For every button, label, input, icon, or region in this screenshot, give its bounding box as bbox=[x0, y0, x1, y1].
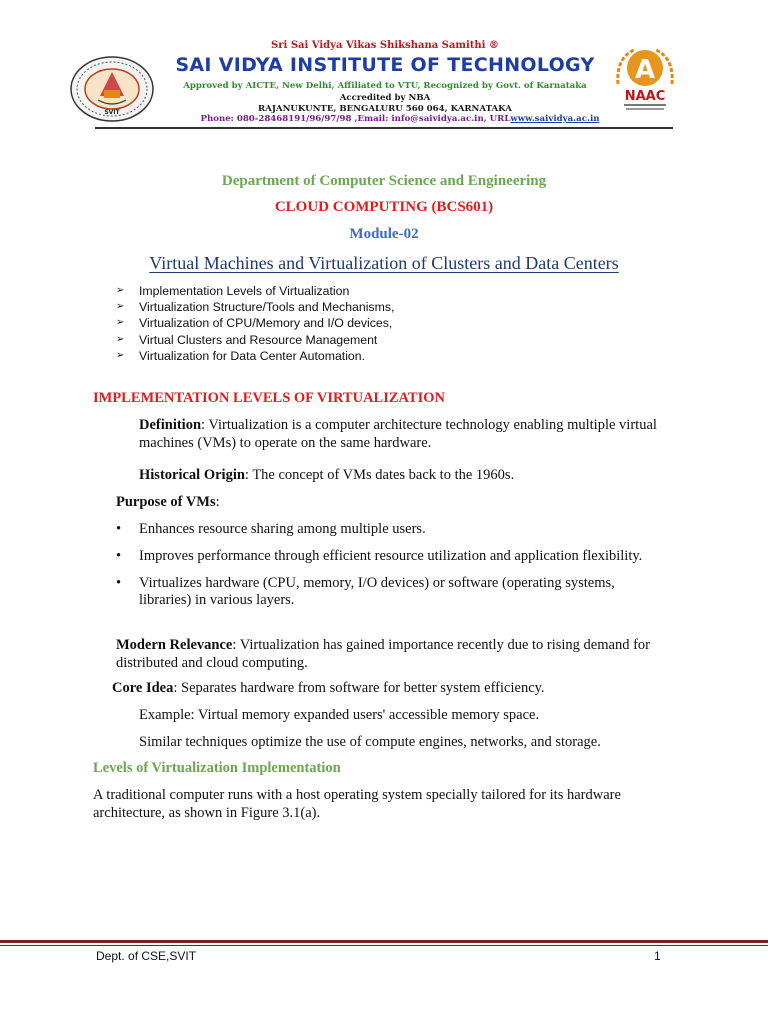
contact-line bbox=[150, 114, 650, 124]
topic-item: ➢ Virtualization Structure/Tools and Mechanisms, bbox=[116, 300, 395, 315]
core-text: : Separates hardware from software for better system efficiency. bbox=[173, 680, 545, 696]
footer-divider bbox=[0, 940, 768, 943]
module-label: Module-02 bbox=[349, 226, 419, 242]
page-number: 1 bbox=[654, 949, 661, 963]
website-link[interactable]: www.saividya.ac.in bbox=[510, 114, 600, 124]
department-title: Department of Computer Science and Engineering bbox=[221, 173, 547, 189]
bullet-item: • Enhances resource sharing among multiple users. bbox=[116, 521, 426, 537]
topic-item: ➢ Virtual Clusters and Resource Management bbox=[116, 332, 378, 347]
origin-paragraph bbox=[139, 467, 669, 485]
bullet-icon: • bbox=[116, 521, 122, 537]
purpose-label: Purpose of VMs bbox=[116, 494, 216, 510]
definition-label: Definition bbox=[139, 417, 202, 433]
bullet-item: • Virtualizes hardware (CPU, memory, I/O devices) or software (operating systems, libraries) in various layers. bbox=[116, 575, 615, 608]
definition-text: : Virtualization is a computer architecture technology enabling multiple virtual machines (VMs) to operate on the same hardware. bbox=[139, 417, 657, 451]
module-title-text: Virtual Machines and Virtualization of Clusters and Data Centers bbox=[149, 253, 619, 273]
accreditation-line: Accredited by NBA bbox=[339, 93, 431, 103]
topic-item: ➢ Virtualization of CPU/Memory and I/O devices, bbox=[116, 316, 393, 331]
example-paragraph: Example: Virtual memory expanded users' accessible memory space. bbox=[139, 707, 540, 723]
arrow-bullet-icon: ➢ bbox=[116, 317, 125, 329]
address-line: RAJANUKUNTE, BENGALURU 560 064, KARNATAKA bbox=[258, 104, 512, 114]
topic-list bbox=[116, 283, 394, 364]
levels-subheading: Levels of Virtualization Implementation bbox=[93, 760, 341, 776]
origin-text: : The concept of VMs dates back to the 1960s. bbox=[244, 467, 515, 483]
logo-left-text: SVIT bbox=[104, 109, 120, 116]
letterhead bbox=[0, 0, 768, 135]
approval-line: Approved by AICTE, New Delhi, Affiliated to VTU, Recognized by Govt. of Karnataka bbox=[183, 81, 587, 91]
footer-divider-thin bbox=[0, 945, 768, 946]
naac-grade-letter: A bbox=[634, 55, 656, 85]
definition-paragraph bbox=[139, 417, 669, 452]
core-label: Core Idea bbox=[112, 680, 174, 696]
bullet-item: • Improves performance through efficient resource utilization and application flexibility. bbox=[116, 548, 643, 564]
course-title: CLOUD COMPUTING (BCS601) bbox=[274, 199, 494, 215]
module-title bbox=[0, 253, 768, 274]
footer-department: Dept. of CSE,SVIT bbox=[96, 949, 197, 963]
traditional-computer-paragraph: A traditional computer runs with a host operating system specially tailored for its hardware architecture, as shown in Figure 3.1(a). bbox=[93, 787, 621, 821]
modern-relevance-paragraph bbox=[116, 637, 671, 672]
samithi-name: Sri Sai Vidya Vikas Shikshana Samithi ® bbox=[271, 40, 499, 51]
arrow-bullet-icon: ➢ bbox=[116, 301, 125, 313]
bullet-icon: • bbox=[116, 548, 122, 564]
origin-label: Historical Origin bbox=[139, 467, 245, 483]
topic-item: ➢ Virtualization for Data Center Automation. bbox=[116, 348, 366, 363]
topic-item: ➢ Implementation Levels of Virtualization bbox=[116, 284, 350, 298]
purpose-bullet-list bbox=[113, 521, 653, 609]
modern-label: Modern Relevance bbox=[116, 637, 233, 653]
bullet-icon: • bbox=[116, 575, 122, 591]
arrow-bullet-icon: ➢ bbox=[116, 333, 125, 345]
naac-logo bbox=[612, 44, 678, 118]
arrow-bullet-icon: ➢ bbox=[116, 349, 125, 361]
core-idea-paragraph bbox=[112, 680, 672, 698]
institute-name: SAI VIDYA INSTITUTE OF TECHNOLOGY bbox=[175, 54, 595, 76]
similar-techniques-paragraph: Similar techniques optimize the use of compute engines, networks, and storage. bbox=[139, 734, 601, 750]
naac-text: NAAC bbox=[624, 89, 666, 104]
arrow-bullet-icon: ➢ bbox=[116, 285, 125, 296]
contact-details: Phone: 080-28468191/96/97/98 ,Email: info@saividya.ac.in, URL bbox=[200, 114, 511, 124]
svit-logo bbox=[70, 56, 154, 122]
section-heading: IMPLEMENTATION LEVELS OF VIRTUALIZATION bbox=[93, 390, 445, 406]
letterhead-divider bbox=[95, 127, 673, 129]
purpose-heading: Purpose of VMs: bbox=[116, 494, 220, 510]
modern-text: : Virtualization has gained importance recently due to rising demand for distributed and cloud computing. bbox=[116, 637, 650, 671]
